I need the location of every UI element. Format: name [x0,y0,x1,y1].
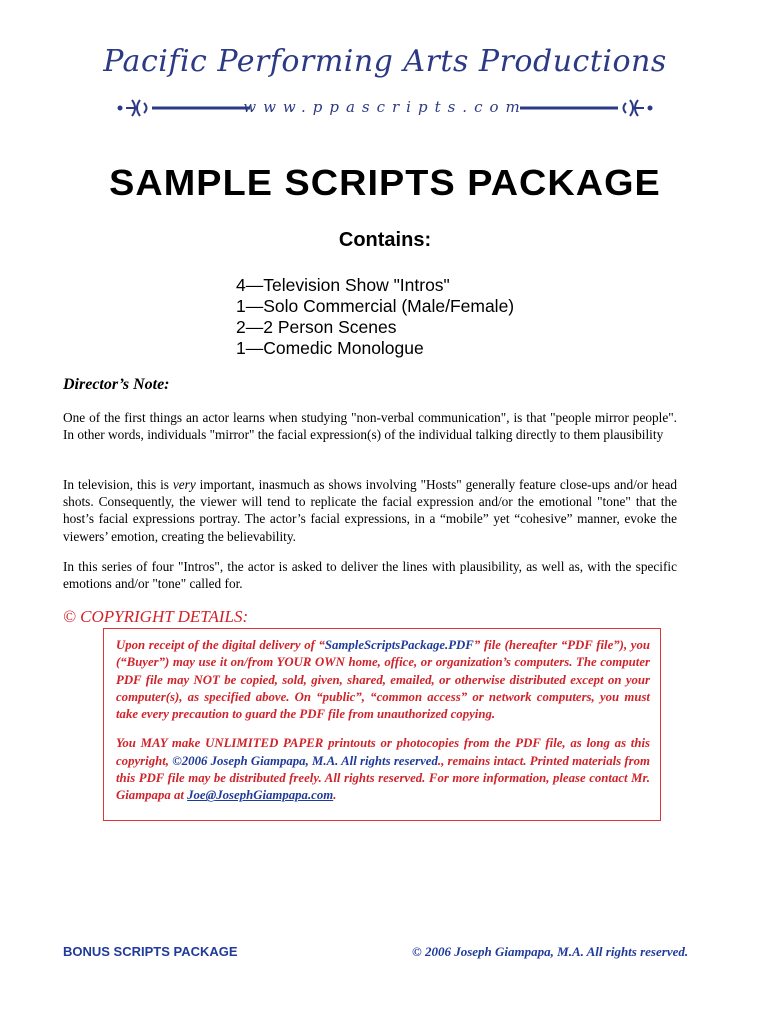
note-paragraph-2 [63,476,677,545]
contains-heading: Contains: [338,229,432,251]
directors-note-heading: Director’s Note: [63,376,170,393]
pdf-filename: SampleScriptsPackage.PDF [324,638,474,652]
email-link[interactable]: Joe@JosephGiampapa.com [187,788,334,803]
copyright-paragraph-1 [116,637,650,723]
emphasis-text: very [172,477,196,492]
company-logo [0,44,770,79]
copyright-text: ” file (hereafter “PDF file”), you (“Buyer”) may use it on/from YOUR OWN home, office, or organization’s computers. The computer PDF file may NOT be copied, sold, given, shared, emailed, or otherwise distributed except on your computer(s), as specified above. On “public”, “common access” or network computers, you must take every precaution to guard the PDF file from unauthorized copying. [116,638,650,722]
copyright-heading: © COPYRIGHT DETAILS: [63,607,249,626]
copyright-owner: ©2006 Joseph Giampapa, M.A. All rights reserved [172,753,438,768]
copyright-paragraph-2 [116,735,650,804]
website-url: www.ppascripts.com [243,98,527,116]
copyright-text: . [333,788,337,803]
contents-list [236,275,514,359]
note-paragraph-1: One of the first things an actor learns when studying "non-verbal communication", is that "people mirror people". In other words, individuals "mirror" the facial expression(s) of the individual talking directly to them plausibility [63,410,677,443]
footer-package-label: BONUS SCRIPTS PACKAGE [63,944,238,959]
contents-item: 4—Television Show "Intros" [236,275,450,295]
note-paragraph-3: In this series of four "Intros", the actor is asked to deliver the lines with plausibility, as well as, with the specific emotions and/or "tone" called for. [63,559,677,592]
page-title: SAMPLE SCRIPTS PACKAGE [109,162,661,203]
copyright-text: You MAY make UNLIMITED PAPER printouts or photocopies from the PDF file, as long as this copyright, [116,736,650,768]
contents-item: 1—Solo Commercial (Male/Female) [236,296,515,316]
contents-item: 2—2 Person Scenes [236,317,397,337]
note-text: important, inasmuch as shows involving "Hosts" generally feature close-ups and/or head shots. Consequently, the viewer will tend to replicate the facial expression and/or the emotional "tone" that the host’s facial expressions portray. The actor’s facial expressions, in a “mobile” yet “cohesive” manner, evoke the viewers’ emotion, creating the believability. [63,477,677,544]
copyright-text: Upon receipt of the digital delivery of “ [116,638,325,652]
company-name: Pacific Performing Arts Productions [103,44,667,79]
footer-copyright: © 2006 Joseph Giampapa, M.A. All rights reserved. [412,944,689,959]
copyright-text: ., remains intact. Printed materials from this PDF file may be distributed freely. All rights reserved. For more information, please contact Mr. Giampapa at [116,753,650,803]
copyright-box [103,628,661,821]
note-text: In television, this is [63,477,173,492]
contents-item: 1—Comedic Monologue [236,338,424,358]
